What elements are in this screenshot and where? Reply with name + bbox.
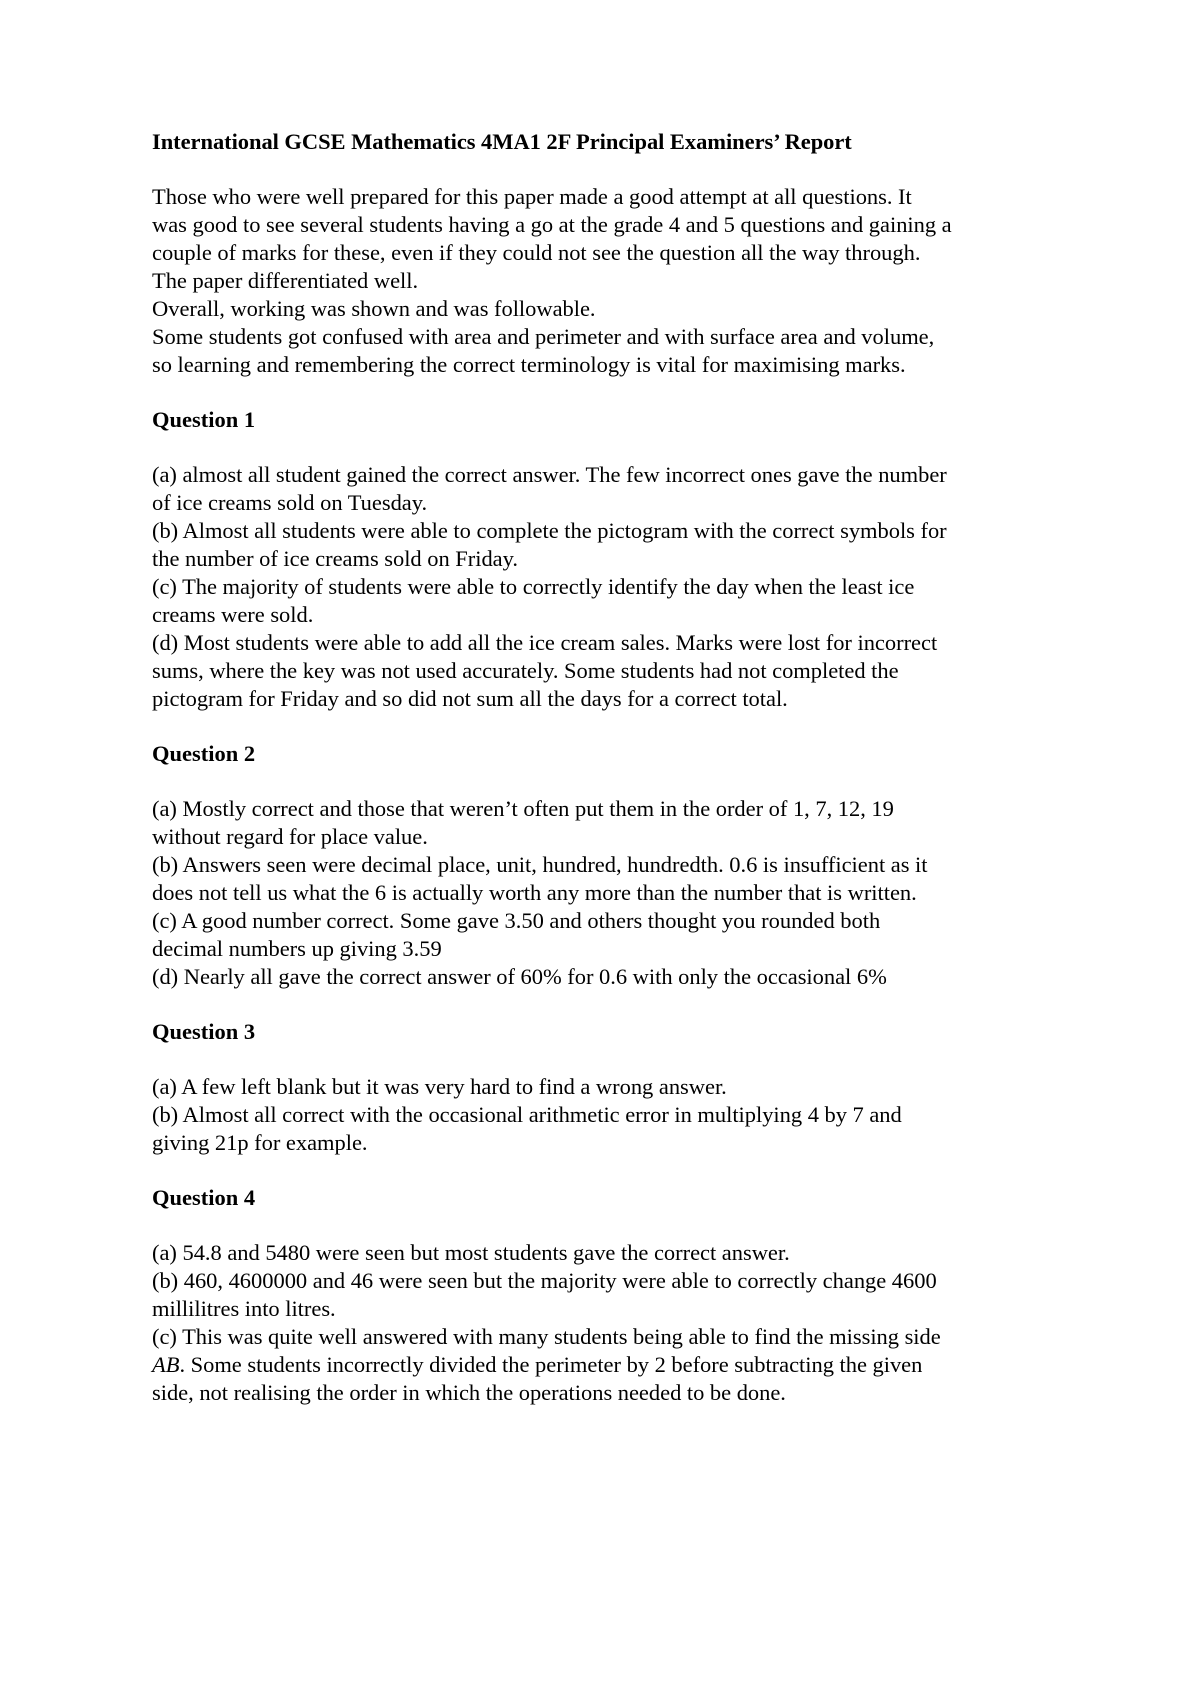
spacer (152, 379, 952, 406)
question-1-part-c: (c) The majority of students were able to correctly identify the day when the least ice creams were sold. (152, 573, 915, 627)
question-2-heading: Question 2 (152, 740, 256, 766)
question-1-part-b: (b) Almost all students were able to complete the pictogram with the correct symbols for the number of ice creams sold on Friday. (152, 517, 947, 571)
question-3-heading: Question 3 (152, 1018, 256, 1044)
question-2-part-b: (b) Answers seen were decimal place, unit, hundred, hundredth. 0.6 is insufficient as it does not tell us what the 6 is actually worth any more than the number that is written. (152, 851, 928, 905)
document-body (152, 128, 952, 1407)
spacer (152, 768, 952, 795)
question-4-part-c (152, 1323, 952, 1407)
question-4-part-b: (b) 460, 4600000 and 46 were seen but the majority were able to correctly change 4600 millilitres into litres. (152, 1267, 937, 1321)
question-1-heading: Question 1 (152, 406, 256, 432)
spacer (152, 713, 952, 740)
question-4-part-c-lead: (c) This was quite well answered with many students being able to find the missing side (152, 1323, 941, 1349)
page-title: International GCSE Mathematics 4MA1 2F Principal Examiners’ Report (152, 129, 852, 154)
question-4-heading: Question 4 (152, 1184, 256, 1210)
question-2-part-d: (d) Nearly all gave the correct answer of 60% for 0.6 with only the occasional 6% (152, 963, 887, 989)
question-1-part-d: (d) Most students were able to add all the ice cream sales. Marks were lost for incorrect sums, where the key was not used accurately. Some students had not completed the pictogram for Friday and so did not sum all the days for a correct total. (152, 629, 938, 711)
question-3-part-a: (a) A few left blank but it was very hard to find a wrong answer. (152, 1073, 727, 1099)
question-2-part-a: (a) Mostly correct and those that weren’t often put them in the order of 1, 7, 12, 19 without regard for place value. (152, 795, 894, 849)
question-4-side-label: AB (152, 1351, 180, 1377)
spacer (152, 1157, 952, 1184)
intro-paragraph-3: Some students got confused with area and perimeter and with surface area and volume, so learning and remembering the correct terminology is vital for maximising marks. (152, 323, 935, 377)
spacer (152, 991, 952, 1018)
question-4-part-c-rest: . Some students incorrectly divided the perimeter by 2 before subtracting the given side, not realising the order in which the operations needed to be done. (152, 1351, 923, 1405)
spacer (152, 434, 952, 461)
question-1-part-a: (a) almost all student gained the correct answer. The few incorrect ones gave the number of ice creams sold on Tuesday. (152, 461, 947, 515)
spacer (152, 156, 952, 183)
question-2-part-c: (c) A good number correct. Some gave 3.50 and others thought you rounded both decimal numbers up giving 3.59 (152, 907, 881, 961)
question-4-part-a: (a) 54.8 and 5480 were seen but most students gave the correct answer. (152, 1239, 790, 1265)
spacer (152, 1212, 952, 1239)
intro-paragraph-2: Overall, working was shown and was followable. (152, 295, 596, 321)
intro-paragraph-1: Those who were well prepared for this paper made a good attempt at all questions. It was good to see several students having a go at the grade 4 and 5 questions and gaining a couple of marks for these, even if they could not see the question all the way through. The paper differentiated well. (152, 183, 952, 293)
question-3-part-b: (b) Almost all correct with the occasional arithmetic error in multiplying 4 by 7 and giving 21p for example. (152, 1101, 902, 1155)
spacer (152, 1046, 952, 1073)
